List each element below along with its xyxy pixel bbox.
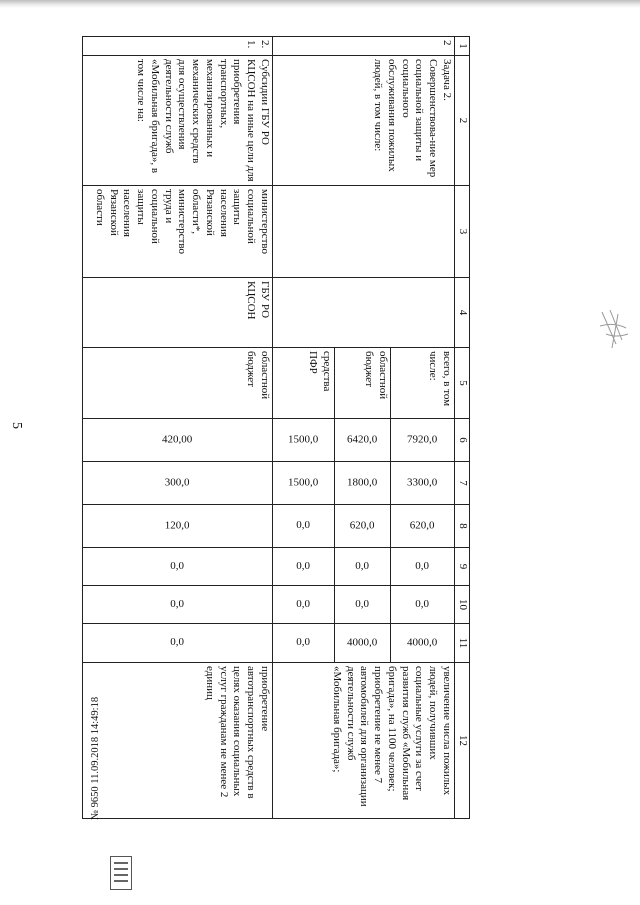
amount-total: 6420,0 [335, 419, 391, 462]
col-header-7: 7 [455, 462, 470, 505]
col-header-12: 12 [455, 663, 470, 819]
amount-year-4: 0,0 [391, 586, 455, 624]
table-row [83, 37, 273, 819]
amount-year-3: 0,0 [83, 548, 273, 586]
footer-registration: № 9650 11.09.2018 14:49:18 [90, 696, 101, 820]
amount-year-1: 1800,0 [335, 462, 391, 505]
col-header-5: 5 [455, 348, 470, 419]
scan-edge-shadow [0, 0, 640, 8]
row-number: 2 [273, 37, 455, 56]
amount-total: 1500,0 [273, 419, 335, 462]
col-header-9: 9 [455, 548, 470, 586]
col-header-6: 6 [455, 419, 470, 462]
col-header-2: 2 [455, 56, 470, 186]
page-number: 5 [9, 422, 24, 429]
amount-year-2: 620,0 [335, 505, 391, 548]
amount-year-5: 4000,0 [335, 624, 391, 663]
amount-year-3: 0,0 [391, 548, 455, 586]
col-header-8: 8 [455, 505, 470, 548]
rotated-table-container [78, 36, 470, 818]
amount-year-1: 1500,0 [273, 462, 335, 505]
col-header-1: 1 [455, 37, 470, 56]
task-description: Субсидии ГБУ РО КЦСОН на иные цели для приобретения транспортных, механизированных и механических средств для осуществления деятельности служб «Мобильная бригада», в том числе на: [83, 56, 273, 186]
amount-year-4: 0,0 [83, 586, 273, 624]
column-number-row [455, 37, 470, 819]
stamp-icon [110, 856, 132, 890]
col-header-4: 4 [455, 278, 470, 348]
table-row [391, 37, 455, 819]
amount-year-4: 0,0 [273, 586, 335, 624]
amount-year-5: 0,0 [273, 624, 335, 663]
col-header-11: 11 [455, 624, 470, 663]
col-header-3: 3 [455, 186, 470, 278]
row-number: 2.1. [83, 37, 273, 56]
col-header-10: 10 [455, 586, 470, 624]
amount-year-2: 0,0 [273, 505, 335, 548]
responsible-executor: министерство социальной защиты населения Рязанской области*, министерство труда и социальной защиты населения Рязанской области [83, 186, 273, 278]
responsible-executor [273, 186, 455, 278]
funding-source: областной бюджет [335, 348, 391, 419]
expected-result: увеличение числа пожилых людей, получивших социальные услуги за счет развития служб «Мобильная бригада», на 1100 человек; приобретение не менее 7 автомобилей для организации деятельности служб «Мобильная бригада»; [273, 663, 455, 819]
funding-source: всего, в том числе: [391, 348, 455, 419]
amount-year-5: 0,0 [83, 624, 273, 663]
funding-source: средства ПФР [273, 348, 335, 419]
recipient [273, 278, 455, 348]
amount-year-4: 0,0 [335, 586, 391, 624]
amount-year-5: 4000,0 [391, 624, 455, 663]
amount-year-2: 620,0 [391, 505, 455, 548]
recipient: ГБУ РО КЦСОН [83, 278, 273, 348]
amount-year-3: 0,0 [273, 548, 335, 586]
amount-year-2: 120,0 [83, 505, 273, 548]
amount-total: 420,00 [83, 419, 273, 462]
task-description: Задача 2. Совершенствова-ние мер социальной защиты и социального обслуживания пожилых людей, в том числе: [273, 56, 455, 186]
amount-year-1: 300,0 [83, 462, 273, 505]
amount-year-3: 0,0 [335, 548, 391, 586]
funding-source: областной бюджет [83, 348, 273, 419]
program-table [82, 36, 470, 819]
expected-result: приобретение автотранспортных средств в целях оказания социальных услуг гражданам не менее 2 единиц [83, 663, 273, 819]
amount-total: 7920,0 [391, 419, 455, 462]
amount-year-1: 3300,0 [391, 462, 455, 505]
handwritten-mark-icon [596, 304, 632, 354]
